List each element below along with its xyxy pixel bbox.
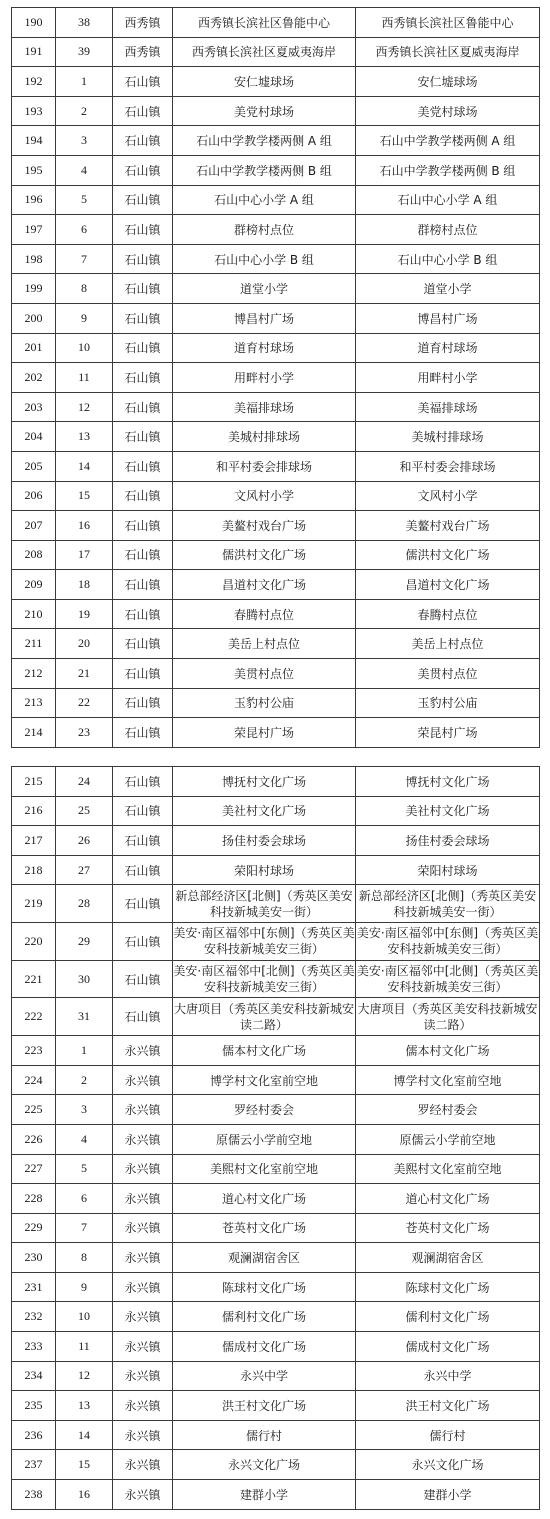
address-cell: 和平村委会排球场 — [356, 451, 540, 481]
sequence-cell: 27 — [56, 855, 113, 885]
sequence-cell: 31 — [56, 998, 113, 1036]
location-name-cell: 儒利村文化广场 — [173, 1302, 356, 1332]
table-row — [12, 885, 540, 923]
address-cell: 建群小学 — [356, 1480, 540, 1510]
table-row — [12, 1332, 540, 1362]
address-cell: 儒利村文化广场 — [356, 1302, 540, 1332]
location-name-cell: 美岳上村点位 — [173, 629, 356, 659]
row-index-cell: 195 — [12, 155, 56, 185]
town-cell: 石山镇 — [113, 363, 173, 393]
row-index-cell: 197 — [12, 215, 56, 245]
sequence-cell: 1 — [56, 67, 113, 97]
town-cell: 石山镇 — [113, 855, 173, 885]
location-name-cell: 美安·南区福邻中[东侧]（秀英区美安科技新城美安三街） — [173, 923, 356, 961]
sequence-cell: 23 — [56, 718, 113, 748]
address-cell: 新总部经济区[北侧]（秀英区美安科技新城美安一街） — [356, 885, 540, 923]
row-index-cell: 205 — [12, 451, 56, 481]
location-name-cell: 美社村文化广场 — [173, 796, 356, 826]
table-row — [12, 570, 540, 600]
address-cell: 陈球村文化广场 — [356, 1272, 540, 1302]
town-cell: 石山镇 — [113, 767, 173, 797]
location-name-cell: 建群小学 — [173, 1480, 356, 1510]
sequence-cell: 6 — [56, 1184, 113, 1214]
address-cell: 美福排球场 — [356, 392, 540, 422]
town-cell: 永兴镇 — [113, 1480, 173, 1510]
location-name-cell: 美安·南区福邻中[北侧]（秀英区美安科技新城美安三街） — [173, 960, 356, 998]
location-name-cell: 群榜村点位 — [173, 215, 356, 245]
table-row — [12, 1361, 540, 1391]
row-index-cell: 231 — [12, 1272, 56, 1302]
row-index-cell: 212 — [12, 659, 56, 689]
town-cell: 永兴镇 — [113, 1243, 173, 1273]
town-cell: 永兴镇 — [113, 1124, 173, 1154]
location-name-cell: 观澜湖宿舍区 — [173, 1243, 356, 1273]
location-name-cell: 原儒云小学前空地 — [173, 1124, 356, 1154]
location-name-cell: 安仁墟球场 — [173, 67, 356, 97]
town-cell: 石山镇 — [113, 659, 173, 689]
address-cell: 美鳌村戏台广场 — [356, 511, 540, 541]
address-cell: 春腾村点位 — [356, 599, 540, 629]
table-row — [12, 96, 540, 126]
table-row — [12, 1184, 540, 1214]
table-row — [12, 540, 540, 570]
town-cell: 石山镇 — [113, 67, 173, 97]
table-row — [12, 629, 540, 659]
row-index-cell: 216 — [12, 796, 56, 826]
sequence-cell: 7 — [56, 1213, 113, 1243]
sequence-cell: 15 — [56, 481, 113, 511]
row-index-cell: 232 — [12, 1302, 56, 1332]
location-name-cell: 昌道村文化广场 — [173, 570, 356, 600]
address-cell: 博学村文化室前空地 — [356, 1065, 540, 1095]
address-cell: 石山中心小学 A 组 — [356, 185, 540, 215]
table-row — [12, 855, 540, 885]
location-name-cell: 洪王村文化广场 — [173, 1391, 356, 1421]
row-index-cell: 209 — [12, 570, 56, 600]
sequence-cell: 20 — [56, 629, 113, 659]
town-cell: 石山镇 — [113, 155, 173, 185]
location-name-cell: 罗经村委会 — [173, 1095, 356, 1125]
row-index-cell: 222 — [12, 998, 56, 1036]
town-cell: 石山镇 — [113, 540, 173, 570]
location-name-cell: 博抚村文化广场 — [173, 767, 356, 797]
sequence-cell: 17 — [56, 540, 113, 570]
sequence-cell: 7 — [56, 244, 113, 274]
table-row — [12, 363, 540, 393]
sequence-cell: 11 — [56, 1332, 113, 1362]
town-cell: 石山镇 — [113, 215, 173, 245]
sequence-cell: 12 — [56, 392, 113, 422]
address-cell: 文风村小学 — [356, 481, 540, 511]
table-row — [12, 451, 540, 481]
table-row — [12, 333, 540, 363]
address-cell: 荣昆村广场 — [356, 718, 540, 748]
row-index-cell: 224 — [12, 1065, 56, 1095]
row-index-cell: 218 — [12, 855, 56, 885]
table-row — [12, 422, 540, 452]
table-row — [12, 215, 540, 245]
table-row — [12, 998, 540, 1036]
location-name-cell: 石山中学教学楼两侧 A 组 — [173, 126, 356, 156]
table-row — [12, 155, 540, 185]
row-index-cell: 230 — [12, 1243, 56, 1273]
location-name-cell: 美城村排球场 — [173, 422, 356, 452]
town-cell: 西秀镇 — [113, 8, 173, 38]
address-cell: 美安·南区福邻中[北侧]（秀英区美安科技新城美安三街） — [356, 960, 540, 998]
sequence-cell: 13 — [56, 1391, 113, 1421]
location-name-cell: 石山中心小学 A 组 — [173, 185, 356, 215]
town-cell: 石山镇 — [113, 244, 173, 274]
address-cell: 西秀镇长滨社区夏威夷海岸 — [356, 37, 540, 67]
row-index-cell: 213 — [12, 688, 56, 718]
sequence-cell: 11 — [56, 363, 113, 393]
town-cell: 石山镇 — [113, 511, 173, 541]
town-cell: 永兴镇 — [113, 1450, 173, 1480]
table-row — [12, 37, 540, 67]
location-name-cell: 石山中心小学 B 组 — [173, 244, 356, 274]
town-cell: 石山镇 — [113, 718, 173, 748]
location-name-cell: 西秀镇长滨社区鲁能中心 — [173, 8, 356, 38]
table-row — [12, 1065, 540, 1095]
site-table-part-1 — [11, 7, 540, 748]
table-row — [12, 511, 540, 541]
sequence-cell: 16 — [56, 1480, 113, 1510]
sequence-cell: 8 — [56, 274, 113, 304]
table-row — [12, 659, 540, 689]
address-cell: 安仁墟球场 — [356, 67, 540, 97]
row-index-cell: 206 — [12, 481, 56, 511]
town-cell: 永兴镇 — [113, 1095, 173, 1125]
town-cell: 石山镇 — [113, 392, 173, 422]
sequence-cell: 2 — [56, 96, 113, 126]
address-cell: 原儒云小学前空地 — [356, 1124, 540, 1154]
address-cell: 永兴中学 — [356, 1361, 540, 1391]
table-row — [12, 1095, 540, 1125]
town-cell: 永兴镇 — [113, 1154, 173, 1184]
table-row — [12, 1272, 540, 1302]
town-cell: 石山镇 — [113, 126, 173, 156]
address-cell: 西秀镇长滨社区鲁能中心 — [356, 8, 540, 38]
row-index-cell: 238 — [12, 1480, 56, 1510]
row-index-cell: 194 — [12, 126, 56, 156]
sequence-cell: 15 — [56, 1450, 113, 1480]
table-row — [12, 1036, 540, 1066]
sequence-cell: 22 — [56, 688, 113, 718]
location-name-cell: 石山中学教学楼两侧 B 组 — [173, 155, 356, 185]
sequence-cell: 29 — [56, 923, 113, 961]
location-name-cell: 儒洪村文化广场 — [173, 540, 356, 570]
address-cell: 扬佳村委会球场 — [356, 826, 540, 856]
location-name-cell: 美熙村文化室前空地 — [173, 1154, 356, 1184]
row-index-cell: 192 — [12, 67, 56, 97]
town-cell: 石山镇 — [113, 422, 173, 452]
sequence-cell: 3 — [56, 126, 113, 156]
row-index-cell: 201 — [12, 333, 56, 363]
town-cell: 石山镇 — [113, 629, 173, 659]
address-cell: 道育村球场 — [356, 333, 540, 363]
sequence-cell: 14 — [56, 1420, 113, 1450]
location-name-cell: 荣阳村球场 — [173, 855, 356, 885]
sequence-cell: 38 — [56, 8, 113, 38]
location-name-cell: 美贯村点位 — [173, 659, 356, 689]
town-cell: 石山镇 — [113, 96, 173, 126]
row-index-cell: 200 — [12, 303, 56, 333]
town-cell: 石山镇 — [113, 796, 173, 826]
address-cell: 大唐项目（秀英区美安科技新城安读二路） — [356, 998, 540, 1036]
town-cell: 石山镇 — [113, 274, 173, 304]
location-name-cell: 博昌村广场 — [173, 303, 356, 333]
location-name-cell: 文风村小学 — [173, 481, 356, 511]
location-name-cell: 苍英村文化广场 — [173, 1213, 356, 1243]
address-cell: 美贯村点位 — [356, 659, 540, 689]
address-cell: 道堂小学 — [356, 274, 540, 304]
row-index-cell: 190 — [12, 8, 56, 38]
row-index-cell: 208 — [12, 540, 56, 570]
row-index-cell: 202 — [12, 363, 56, 393]
row-index-cell: 236 — [12, 1420, 56, 1450]
sequence-cell: 12 — [56, 1361, 113, 1391]
town-cell: 永兴镇 — [113, 1420, 173, 1450]
sequence-cell: 24 — [56, 767, 113, 797]
address-cell: 美安·南区福邻中[东侧]（秀英区美安科技新城美安三街） — [356, 923, 540, 961]
location-name-cell: 荣昆村广场 — [173, 718, 356, 748]
row-index-cell: 234 — [12, 1361, 56, 1391]
town-cell: 石山镇 — [113, 333, 173, 363]
town-cell: 石山镇 — [113, 998, 173, 1036]
location-name-cell: 扬佳村委会球场 — [173, 826, 356, 856]
town-cell: 永兴镇 — [113, 1184, 173, 1214]
row-index-cell: 229 — [12, 1213, 56, 1243]
town-cell: 西秀镇 — [113, 37, 173, 67]
town-cell: 永兴镇 — [113, 1302, 173, 1332]
sequence-cell: 3 — [56, 1095, 113, 1125]
site-table-part-2 — [11, 766, 540, 1510]
address-cell: 美社村文化广场 — [356, 796, 540, 826]
location-name-cell: 春腾村点位 — [173, 599, 356, 629]
sequence-cell: 10 — [56, 333, 113, 363]
sequence-cell: 26 — [56, 826, 113, 856]
location-name-cell: 儒本村文化广场 — [173, 1036, 356, 1066]
address-cell: 苍英村文化广场 — [356, 1213, 540, 1243]
table-row — [12, 1450, 540, 1480]
location-name-cell: 道堂小学 — [173, 274, 356, 304]
row-index-cell: 196 — [12, 185, 56, 215]
location-name-cell: 美鳌村戏台广场 — [173, 511, 356, 541]
sequence-cell: 9 — [56, 303, 113, 333]
address-cell: 洪王村文化广场 — [356, 1391, 540, 1421]
row-index-cell: 226 — [12, 1124, 56, 1154]
sequence-cell: 1 — [56, 1036, 113, 1066]
town-cell: 永兴镇 — [113, 1213, 173, 1243]
location-name-cell: 新总部经济区[北侧]（秀英区美安科技新城美安一街） — [173, 885, 356, 923]
row-index-cell: 199 — [12, 274, 56, 304]
row-index-cell: 193 — [12, 96, 56, 126]
table-row — [12, 67, 540, 97]
table-row — [12, 1243, 540, 1273]
row-index-cell: 237 — [12, 1450, 56, 1480]
town-cell: 石山镇 — [113, 826, 173, 856]
sequence-cell: 10 — [56, 1302, 113, 1332]
sequence-cell: 5 — [56, 185, 113, 215]
table-row — [12, 1302, 540, 1332]
location-name-cell: 儒行村 — [173, 1420, 356, 1450]
town-cell: 石山镇 — [113, 185, 173, 215]
row-index-cell: 221 — [12, 960, 56, 998]
row-index-cell: 217 — [12, 826, 56, 856]
sequence-cell: 9 — [56, 1272, 113, 1302]
sequence-cell: 16 — [56, 511, 113, 541]
address-cell: 美城村排球场 — [356, 422, 540, 452]
table-row — [12, 1420, 540, 1450]
table-row — [12, 688, 540, 718]
row-index-cell: 198 — [12, 244, 56, 274]
town-cell: 永兴镇 — [113, 1065, 173, 1095]
address-cell: 用畔村小学 — [356, 363, 540, 393]
town-cell: 永兴镇 — [113, 1272, 173, 1302]
address-cell: 群榜村点位 — [356, 215, 540, 245]
address-cell: 美岳上村点位 — [356, 629, 540, 659]
address-cell: 石山中心小学 B 组 — [356, 244, 540, 274]
table-row — [12, 481, 540, 511]
row-index-cell: 228 — [12, 1184, 56, 1214]
table-row — [12, 1480, 540, 1510]
location-name-cell: 道心村文化广场 — [173, 1184, 356, 1214]
location-name-cell: 西秀镇长滨社区夏威夷海岸 — [173, 37, 356, 67]
location-name-cell: 玉豹村公庙 — [173, 688, 356, 718]
row-index-cell: 215 — [12, 767, 56, 797]
address-cell: 玉豹村公庙 — [356, 688, 540, 718]
sequence-cell: 5 — [56, 1154, 113, 1184]
row-index-cell: 191 — [12, 37, 56, 67]
town-cell: 永兴镇 — [113, 1036, 173, 1066]
sequence-cell: 25 — [56, 796, 113, 826]
table-row — [12, 718, 540, 748]
table-row — [12, 8, 540, 38]
sequence-cell: 4 — [56, 155, 113, 185]
row-index-cell: 225 — [12, 1095, 56, 1125]
town-cell: 石山镇 — [113, 451, 173, 481]
location-name-cell: 儒成村文化广场 — [173, 1332, 356, 1362]
row-index-cell: 220 — [12, 923, 56, 961]
address-cell: 儒行村 — [356, 1420, 540, 1450]
location-name-cell: 美福排球场 — [173, 392, 356, 422]
row-index-cell: 211 — [12, 629, 56, 659]
table-row — [12, 303, 540, 333]
location-name-cell: 用畔村小学 — [173, 363, 356, 393]
location-name-cell: 永兴中学 — [173, 1361, 356, 1391]
row-index-cell: 223 — [12, 1036, 56, 1066]
sequence-cell: 21 — [56, 659, 113, 689]
town-cell: 石山镇 — [113, 885, 173, 923]
address-cell: 儒洪村文化广场 — [356, 540, 540, 570]
row-index-cell: 219 — [12, 885, 56, 923]
town-cell: 石山镇 — [113, 570, 173, 600]
table-row — [12, 1154, 540, 1184]
sequence-cell: 14 — [56, 451, 113, 481]
sequence-cell: 18 — [56, 570, 113, 600]
row-index-cell: 207 — [12, 511, 56, 541]
table-row — [12, 244, 540, 274]
sequence-cell: 13 — [56, 422, 113, 452]
address-cell: 永兴文化广场 — [356, 1450, 540, 1480]
address-cell: 儒成村文化广场 — [356, 1332, 540, 1362]
sequence-cell: 8 — [56, 1243, 113, 1273]
table-row — [12, 960, 540, 998]
location-name-cell: 美党村球场 — [173, 96, 356, 126]
town-cell: 石山镇 — [113, 481, 173, 511]
row-index-cell: 204 — [12, 422, 56, 452]
row-index-cell: 233 — [12, 1332, 56, 1362]
row-index-cell: 227 — [12, 1154, 56, 1184]
address-cell: 石山中学教学楼两侧 B 组 — [356, 155, 540, 185]
sequence-cell: 19 — [56, 599, 113, 629]
address-cell: 儒本村文化广场 — [356, 1036, 540, 1066]
sequence-cell: 6 — [56, 215, 113, 245]
address-cell: 博昌村广场 — [356, 303, 540, 333]
table-row — [12, 826, 540, 856]
town-cell: 石山镇 — [113, 923, 173, 961]
address-cell: 荣阳村球场 — [356, 855, 540, 885]
location-name-cell: 陈球村文化广场 — [173, 1272, 356, 1302]
address-cell: 罗经村委会 — [356, 1095, 540, 1125]
table-row — [12, 1391, 540, 1421]
table-row — [12, 796, 540, 826]
row-index-cell: 210 — [12, 599, 56, 629]
town-cell: 石山镇 — [113, 599, 173, 629]
table-row — [12, 923, 540, 961]
row-index-cell: 203 — [12, 392, 56, 422]
address-cell: 道心村文化广场 — [356, 1184, 540, 1214]
town-cell: 石山镇 — [113, 688, 173, 718]
address-cell: 美熙村文化室前空地 — [356, 1154, 540, 1184]
town-cell: 永兴镇 — [113, 1391, 173, 1421]
town-cell: 永兴镇 — [113, 1332, 173, 1362]
row-index-cell: 235 — [12, 1391, 56, 1421]
sequence-cell: 4 — [56, 1124, 113, 1154]
table-row — [12, 274, 540, 304]
location-name-cell: 永兴文化广场 — [173, 1450, 356, 1480]
address-cell: 观澜湖宿舍区 — [356, 1243, 540, 1273]
address-cell: 博抚村文化广场 — [356, 767, 540, 797]
table-row — [12, 1124, 540, 1154]
table-row — [12, 767, 540, 797]
sequence-cell: 30 — [56, 960, 113, 998]
sequence-cell: 2 — [56, 1065, 113, 1095]
town-cell: 石山镇 — [113, 303, 173, 333]
table-row — [12, 599, 540, 629]
address-cell: 昌道村文化广场 — [356, 570, 540, 600]
sequence-cell: 28 — [56, 885, 113, 923]
address-cell: 石山中学教学楼两侧 A 组 — [356, 126, 540, 156]
town-cell: 石山镇 — [113, 960, 173, 998]
location-name-cell: 道育村球场 — [173, 333, 356, 363]
location-name-cell: 博学村文化室前空地 — [173, 1065, 356, 1095]
town-cell: 永兴镇 — [113, 1361, 173, 1391]
location-name-cell: 大唐项目（秀英区美安科技新城安读二路） — [173, 998, 356, 1036]
address-cell: 美党村球场 — [356, 96, 540, 126]
table-row — [12, 126, 540, 156]
row-index-cell: 214 — [12, 718, 56, 748]
sequence-cell: 39 — [56, 37, 113, 67]
location-name-cell: 和平村委会排球场 — [173, 451, 356, 481]
table-row — [12, 185, 540, 215]
table-row — [12, 392, 540, 422]
table-row — [12, 1213, 540, 1243]
